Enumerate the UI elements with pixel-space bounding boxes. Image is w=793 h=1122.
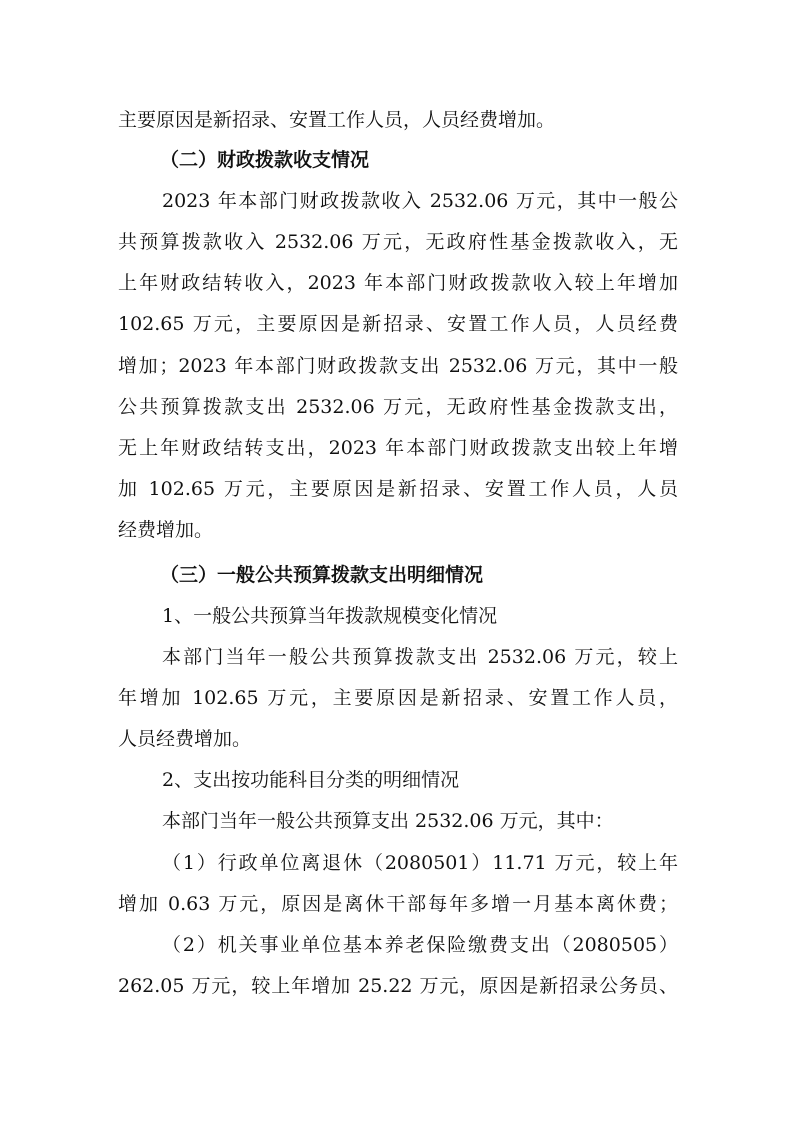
subsection-heading: 2、支出按功能科目分类的明细情况: [162, 769, 460, 791]
paragraph-line: 上年财政结转收入，2023 年本部门财政拨款收入较上年增加: [118, 272, 678, 294]
paragraph-line: 2023 年本部门财政拨款收入 2532.06 万元，其中一般公: [162, 190, 678, 212]
paragraph-line: 人员经费增加。: [118, 728, 252, 750]
paragraph-line: 无上年财政结转支出，2023 年本部门财政拨款支出较上年增: [118, 437, 678, 459]
paragraph-line: 共预算拨款收入 2532.06 万元，无政府性基金拨款收入，无: [118, 231, 678, 253]
paragraph-line: 公共预算拨款支出 2532.06 万元，无政府性基金拨款支出，: [118, 396, 678, 418]
paragraph-line: 主要原因是新招录、安置工作人员，人员经费增加。: [118, 109, 556, 131]
paragraph-line: 年增加 102.65 万元，主要原因是新招录、安置工作人员，: [118, 687, 678, 709]
paragraph-line: 增加 0.63 万元，原因是离休干部每年多增一月基本离休费；: [118, 893, 678, 915]
paragraph-line: 加 102.65 万元，主要原因是新招录、安置工作人员，人员: [118, 478, 678, 500]
paragraph-line: 经费增加。: [118, 519, 214, 541]
paragraph-line: （2）机关事业单位基本养老保险缴费支出（2080505）: [162, 934, 678, 956]
paragraph-line: 增加；2023 年本部门财政拨款支出 2532.06 万元，其中一般: [118, 355, 678, 377]
paragraph-line: 本部门当年一般公共预算拨款支出 2532.06 万元，较上: [162, 646, 678, 668]
subsection-heading: 1、一般公共预算当年拨款规模变化情况: [162, 605, 498, 627]
paragraph-line: 本部门当年一般公共预算支出 2532.06 万元，其中：: [162, 810, 614, 832]
paragraph-line: 262.05 万元，较上年增加 25.22 万元，原因是新招录公务员、: [118, 975, 678, 997]
paragraph-line: （1）行政单位离退休（2080501）11.71 万元，较上年: [162, 852, 678, 874]
section-heading: （三）一般公共预算拨款支出明细情况: [160, 564, 484, 586]
section-heading: （二）财政拨款收支情况: [160, 149, 370, 171]
paragraph-line: 102.65 万元，主要原因是新招录、安置工作人员，人员经费: [118, 313, 678, 335]
